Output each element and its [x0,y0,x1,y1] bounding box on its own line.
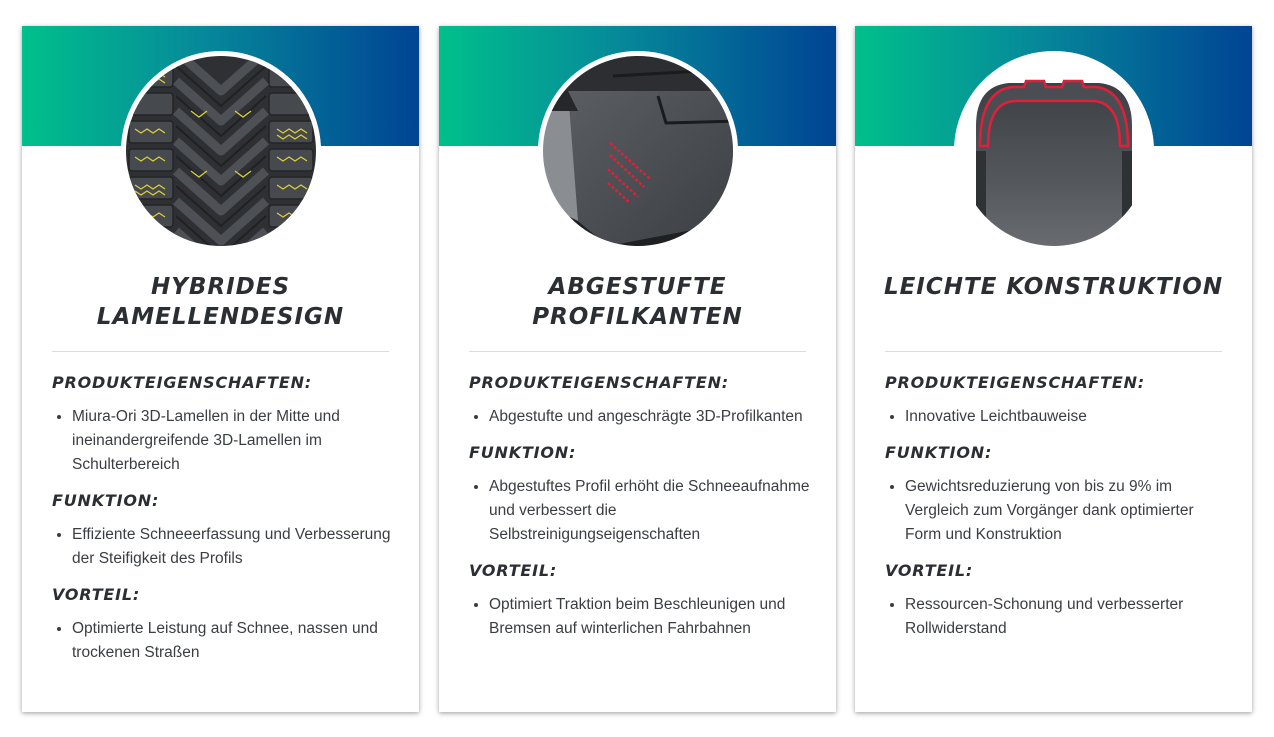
list-item: • Effiziente Schneeerfassung und Verbesserung der Steifigkeit des Profils [72,523,393,571]
card-title [459,272,816,332]
card-title [875,272,1232,302]
divider [52,351,389,352]
benefit-list [52,617,393,665]
divider [885,351,1222,352]
section-heading-function: FUNKTION: [52,491,160,510]
list-item: • Abgestufte und angeschrägte 3D-Profilkanten [489,405,810,429]
section-heading-properties: PRODUKTEIGENSCHAFTEN: [885,373,1145,392]
list-item: • Innovative Leichtbauweise [905,405,1226,429]
function-list [469,475,810,547]
list-item: • Optimiert Traktion beim Beschleunigen und Bremsen auf winterlichen Fahrbahnen [489,593,810,641]
list-item: • Gewichtsreduzierung von bis zu 9% im Vergleich zum Vorgänger dank optimierter Form und Konstruktion [905,475,1226,547]
card-title-line2: PROFILKANTEN [532,304,743,330]
section-heading-function: FUNKTION: [469,443,577,462]
list-item: • Optimierte Leistung auf Schnee, nassen und trockenen Straßen [72,617,393,665]
card-title-line2: LAMELLENDESIGN [96,304,345,330]
feature-card-stepped-edges [439,26,836,712]
card-title-line1: HYBRIDES [150,274,291,300]
function-list [52,523,393,571]
properties-list [469,405,810,429]
card-content [469,369,810,651]
tire-cross-section-icon [954,51,1154,251]
section-heading-properties: PRODUKTEIGENSCHAFTEN: [52,373,312,392]
card-title-line1: ABGESTUFTE [548,274,727,300]
list-item: • Abgestuftes Profil erhöht die Schneeaufnahme und verbessert die Selbstreinigungseigenschaften [489,475,810,547]
card-content [885,369,1226,651]
list-item: • Ressourcen-Schonung und verbesserter Rollwiderstand [905,593,1226,641]
card-title [42,272,399,332]
card-title-line1: LEICHTE KONSTRUKTION [883,274,1224,300]
section-heading-function: FUNKTION: [885,443,993,462]
section-heading-benefit: VORTEIL: [52,585,141,604]
section-heading-properties: PRODUKTEIGENSCHAFTEN: [469,373,729,392]
properties-list [52,405,393,477]
section-heading-benefit: VORTEIL: [885,561,974,580]
list-item: • Miura-Ori 3D-Lamellen in der Mitte und ineinandergreifende 3D-Lamellen im Schulterbereich [72,405,393,477]
benefit-list [885,593,1226,641]
tread-pattern-icon [121,51,321,251]
benefit-list [469,593,810,641]
card-content [52,369,393,675]
feature-card-lightweight [855,26,1252,712]
divider [469,351,806,352]
feature-card-hybrid-sipe [22,26,419,712]
section-heading-benefit: VORTEIL: [469,561,558,580]
profile-edge-icon [538,51,738,251]
function-list [885,475,1226,547]
properties-list [885,405,1226,429]
